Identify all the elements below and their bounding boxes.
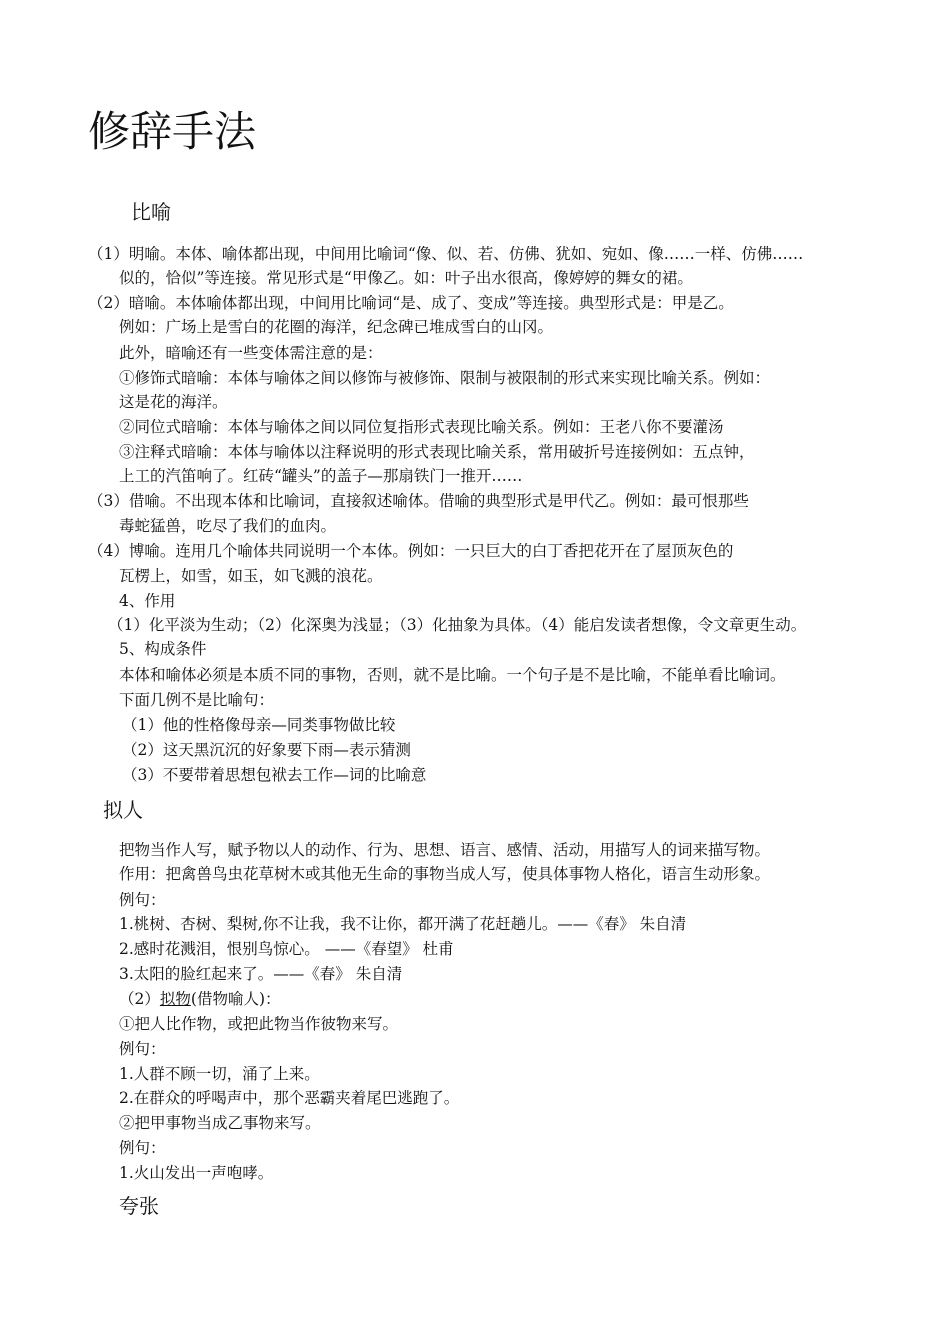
page-title: 修辞手法 xyxy=(88,107,257,156)
text-line: 毒蛇猛兽，吃尽了我们的血肉。 xyxy=(119,517,337,535)
niwu-term: 拟物 xyxy=(159,990,191,1008)
text-line: 本体和喻体必须是本质不同的事物，否则，就不是比喻。一个句子是不是比喻，不能单看比喻词。 xyxy=(119,666,786,684)
text-line: 1.人群不顾一切，涌了上来。 xyxy=(119,1065,320,1083)
text-line: 1.桃树、杏树、梨树,你不让我，我不让你，都开满了花赶趟儿。——《春》 朱自清 xyxy=(119,915,687,933)
section-heading-kuazhang: 夸张 xyxy=(119,1194,159,1218)
text-line: 1.火山发出一声咆哮。 xyxy=(119,1164,274,1182)
text-line: 2.在群众的呼喝声中，那个恶霸夹着尾巴逃跑了。 xyxy=(119,1089,460,1107)
text-line: ②把甲事物当成乙事物来写。 xyxy=(119,1114,321,1132)
text-line: （1）他的性格像母亲—同类事物做比较 xyxy=(122,716,396,734)
text-line: （2）暗喻。本体喻体都出现，中间用比喻词“是、成了、变成”等连接。典型形式是：甲是乙。 xyxy=(88,294,734,312)
text-line: 这是花的海洋。 xyxy=(119,393,228,411)
text-line: 上工的汽笛响了。红砖“罐头”的盖子—那扇铁门一推开…… xyxy=(119,467,523,485)
text-line: 例句： xyxy=(119,1040,166,1058)
text-line: 例句： xyxy=(119,1139,166,1157)
text-line: 例句： xyxy=(119,891,166,909)
text-line: ③注释式暗喻：本体与喻体以注释说明的形式表现比喻关系，常用破折号连接例如：五点钟， xyxy=(119,443,755,461)
text-line: （3）不要带着思想包袱去工作—词的比喻意 xyxy=(122,766,427,784)
text-line: （4）博喻。连用几个喻体共同说明一个本体。例如：一只巨大的白丁香把花开在了屋顶灰色的 xyxy=(88,542,734,560)
text-line: 4、作用 xyxy=(119,592,176,610)
text-line: （2）这天黑沉沉的好象要下雨—表示猜测 xyxy=(122,741,411,759)
text-line: （3）借喻。不出现本体和比喻词，直接叙述喻体。借喻的典型形式是甲代乙。例如：最可恨那些 xyxy=(88,492,749,510)
text-line: ①修饰式暗喻：本体与喻体之间以修饰与被修饰、限制与被限制的形式来实现比喻关系。例如： xyxy=(119,369,771,387)
text-line: 此外，暗喻还有一些变体需注意的是： xyxy=(119,344,383,362)
text-line: 似的，恰似”等连接。常见形式是“甲像乙。如：叶子出水很高，像婷婷的舞女的裙。 xyxy=(119,269,693,287)
text-line: （1）明喻。本体、喻体都出现，中间用比喻词“像、似、若、仿佛、犹如、宛如、像……一样、仿佛…… xyxy=(88,245,804,263)
text-line: 5、构成条件 xyxy=(119,640,207,658)
niwu-prefix: （2） xyxy=(119,990,160,1008)
text-line: （1）化平淡为生动；（2）化深奥为浅显；（3）化抽象为具体。（4）能启发读者想像，令文章更生动。 xyxy=(108,616,807,634)
section-heading-niren: 拟人 xyxy=(103,798,143,822)
text-line: 下面几例不是比喻句： xyxy=(119,691,275,709)
section-heading-biyu: 比喻 xyxy=(131,200,171,224)
text-line: 瓦楞上，如雪，如玉，如飞溅的浪花。 xyxy=(119,567,383,585)
text-line: 把物当作人写，赋予物以人的动作、行为、思想、语言、感情、活动，用描写人的词来描写物。 xyxy=(119,841,771,859)
niwu-suffix: (借物喻人)： xyxy=(190,990,281,1008)
text-line: ②同位式暗喻：本体与喻体之间以同位复指形式表现比喻关系。例如：王老八你不要灌汤 xyxy=(119,418,724,436)
text-line: 例如：广场上是雪白的花圈的海洋，纪念碑已堆成雪白的山冈。 xyxy=(119,318,554,336)
text-line: ①把人比作物，或把此物当作彼物来写。 xyxy=(119,1015,399,1033)
text-line: 作用：把禽兽鸟虫花草树木或其他无生命的事物当成人写，使具体事物人格化，语言生动形象。 xyxy=(119,865,771,883)
niwu-line xyxy=(119,988,281,1010)
text-line: 3.太阳的脸红起来了。——《春》 朱自清 xyxy=(119,965,403,983)
text-line: 2.感时花溅泪，恨别鸟惊心。 ——《春望》 杜甫 xyxy=(119,940,454,958)
